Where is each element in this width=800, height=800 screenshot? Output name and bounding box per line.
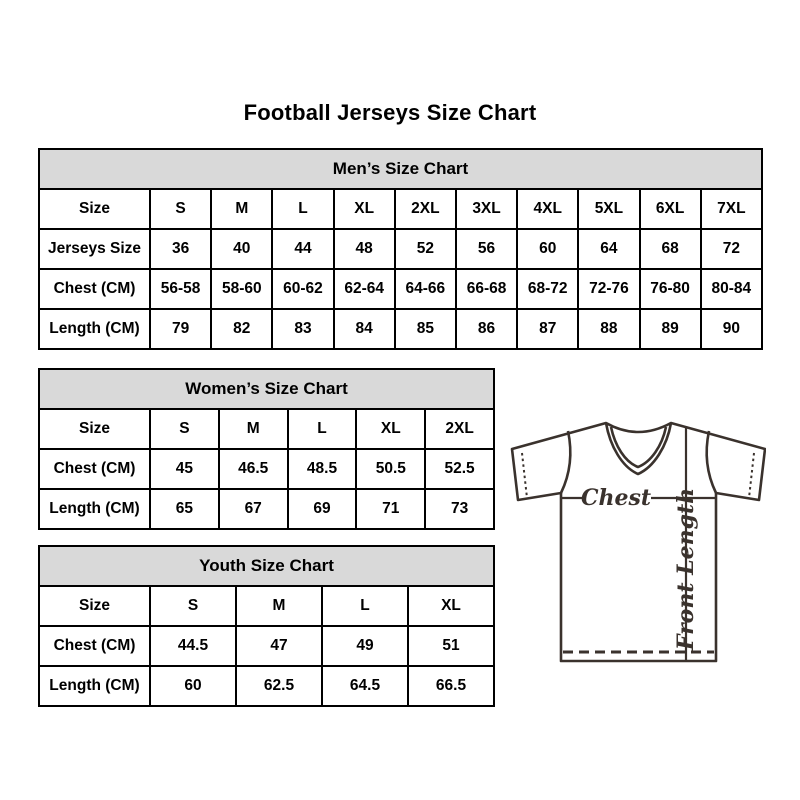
youth-size-table: [38, 545, 495, 707]
data-cell: 76-80: [640, 269, 701, 309]
data-cell: 68: [640, 229, 701, 269]
data-cell: 44.5: [150, 626, 236, 666]
data-cell: 60: [150, 666, 236, 706]
data-cell: M: [211, 189, 272, 229]
data-cell: 64-66: [395, 269, 456, 309]
data-cell: 51: [408, 626, 494, 666]
data-cell: 64: [578, 229, 639, 269]
data-cell: 36: [150, 229, 211, 269]
table-row: [39, 586, 494, 626]
jersey-outline: [512, 423, 765, 661]
table-row: [39, 309, 762, 349]
data-cell: 73: [425, 489, 494, 529]
table-row: [39, 409, 494, 449]
data-cell: 46.5: [219, 449, 288, 489]
data-cell: 56: [456, 229, 517, 269]
data-cell: 89: [640, 309, 701, 349]
row-header-cell: Jerseys Size: [39, 229, 150, 269]
data-cell: 48: [334, 229, 395, 269]
data-cell: 2XL: [395, 189, 456, 229]
data-cell: 79: [150, 309, 211, 349]
data-cell: 69: [288, 489, 357, 529]
data-cell: 60: [517, 229, 578, 269]
row-header-cell: Length (CM): [39, 309, 150, 349]
data-cell: 49: [322, 626, 408, 666]
data-cell: 62-64: [334, 269, 395, 309]
data-cell: 67: [219, 489, 288, 529]
data-cell: M: [236, 586, 322, 626]
table-row: [39, 626, 494, 666]
table-title: Men’s Size Chart: [39, 149, 762, 189]
data-cell: 40: [211, 229, 272, 269]
data-cell: S: [150, 586, 236, 626]
data-cell: 45: [150, 449, 219, 489]
table-title-row: [39, 149, 762, 189]
data-cell: 2XL: [425, 409, 494, 449]
data-cell: 6XL: [640, 189, 701, 229]
row-header-cell: Length (CM): [39, 666, 150, 706]
jersey-measurement-diagram: [510, 418, 766, 664]
data-cell: L: [288, 409, 357, 449]
data-cell: M: [219, 409, 288, 449]
table-row: [39, 229, 762, 269]
table-row: [39, 449, 494, 489]
data-cell: XL: [408, 586, 494, 626]
data-cell: 7XL: [701, 189, 762, 229]
row-header-cell: Chest (CM): [39, 626, 150, 666]
data-cell: 90: [701, 309, 762, 349]
data-cell: 5XL: [578, 189, 639, 229]
row-header-cell: Size: [39, 586, 150, 626]
row-header-cell: Length (CM): [39, 489, 150, 529]
data-cell: 65: [150, 489, 219, 529]
data-cell: 82: [211, 309, 272, 349]
page-title: Football Jerseys Size Chart: [243, 100, 537, 125]
mens-size-table: [38, 148, 763, 350]
data-cell: 72-76: [578, 269, 639, 309]
data-cell: 60-62: [272, 269, 333, 309]
data-cell: S: [150, 189, 211, 229]
front-length-label: Front Length: [673, 487, 699, 651]
data-cell: 56-58: [150, 269, 211, 309]
womens-size-table: [38, 368, 495, 530]
table-title-row: [39, 546, 494, 586]
data-cell: 80-84: [701, 269, 762, 309]
data-cell: 85: [395, 309, 456, 349]
data-cell: 62.5: [236, 666, 322, 706]
data-cell: 52.5: [425, 449, 494, 489]
data-cell: 50.5: [356, 449, 425, 489]
data-cell: 84: [334, 309, 395, 349]
data-cell: L: [322, 586, 408, 626]
table-title-row: [39, 369, 494, 409]
data-cell: 47: [236, 626, 322, 666]
table-row: [39, 189, 762, 229]
data-cell: 72: [701, 229, 762, 269]
data-cell: 88: [578, 309, 639, 349]
data-cell: S: [150, 409, 219, 449]
table-row: [39, 489, 494, 529]
jersey-icon: [510, 418, 766, 664]
table-title: Youth Size Chart: [39, 546, 494, 586]
table-row: [39, 666, 494, 706]
data-cell: 68-72: [517, 269, 578, 309]
data-cell: XL: [356, 409, 425, 449]
data-cell: 3XL: [456, 189, 517, 229]
table-row: [39, 269, 762, 309]
data-cell: 87: [517, 309, 578, 349]
table-title: Women’s Size Chart: [39, 369, 494, 409]
data-cell: 58-60: [211, 269, 272, 309]
data-cell: 83: [272, 309, 333, 349]
data-cell: 44: [272, 229, 333, 269]
data-cell: 52: [395, 229, 456, 269]
data-cell: 86: [456, 309, 517, 349]
data-cell: 66.5: [408, 666, 494, 706]
row-header-cell: Chest (CM): [39, 449, 150, 489]
data-cell: L: [272, 189, 333, 229]
row-header-cell: Size: [39, 189, 150, 229]
data-cell: 48.5: [288, 449, 357, 489]
data-cell: 71: [356, 489, 425, 529]
data-cell: 4XL: [517, 189, 578, 229]
row-header-cell: Chest (CM): [39, 269, 150, 309]
data-cell: 64.5: [322, 666, 408, 706]
row-header-cell: Size: [39, 409, 150, 449]
data-cell: XL: [334, 189, 395, 229]
chest-label: Chest: [580, 485, 652, 511]
data-cell: 66-68: [456, 269, 517, 309]
